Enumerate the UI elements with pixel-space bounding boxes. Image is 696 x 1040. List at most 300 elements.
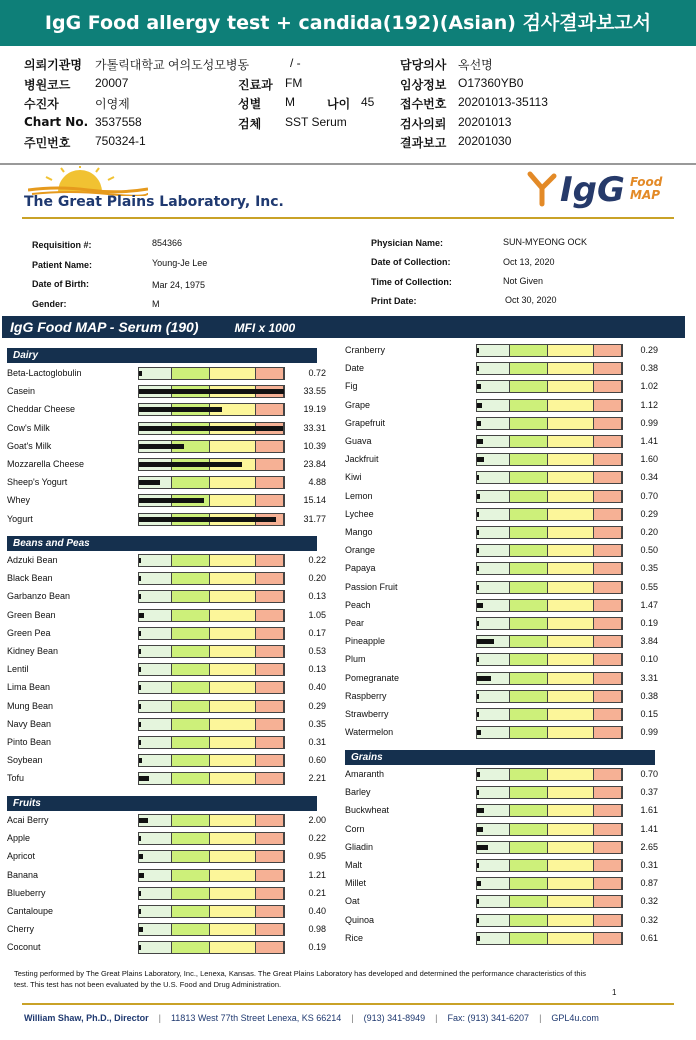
result-bar-fill [139, 873, 144, 878]
bar-zone [548, 381, 594, 392]
food-name: Quinoa [345, 914, 375, 925]
bar-zone [594, 933, 622, 944]
bar-zone [548, 842, 594, 853]
result-row [7, 474, 337, 492]
bar-zone [139, 924, 172, 935]
bar-zone [172, 646, 210, 657]
footer-director: William Shaw, Ph.D., Director [24, 1013, 149, 1023]
result-value: 0.72 [308, 368, 326, 378]
food-name: Kidney Bean [7, 646, 59, 656]
result-bar [138, 476, 285, 489]
bar-zone [548, 654, 594, 665]
food-name: Guava [345, 436, 372, 446]
result-row [345, 397, 675, 415]
food-name: Grape [345, 399, 371, 410]
result-value: 4.88 [308, 477, 326, 488]
result-row [7, 716, 337, 734]
bar-zone [210, 495, 256, 506]
kr-value: 이영제 [95, 97, 130, 111]
result-bar-fill [477, 899, 479, 904]
bar-zone [139, 591, 172, 602]
bar-zone [594, 363, 622, 374]
bar-zone [210, 833, 256, 844]
bar-zone [256, 815, 284, 826]
bar-zone [510, 345, 548, 356]
result-bar [138, 367, 285, 380]
food-name: Rice [345, 932, 364, 943]
result-row [7, 643, 337, 661]
result-bar-fill [477, 457, 484, 462]
bar-zone [548, 673, 594, 684]
requisition-value: 854366 [152, 238, 183, 248]
bar-zone [256, 610, 284, 621]
bar-zone [210, 646, 256, 657]
bar-zone [510, 878, 548, 889]
slash-mark: / - [290, 56, 301, 70]
bar-zone [172, 719, 210, 730]
bar-zone [510, 636, 548, 647]
bar-zone [548, 787, 594, 798]
bar-zone [594, 491, 622, 502]
bar-zone [210, 368, 256, 379]
bar-zone [594, 472, 622, 483]
result-value: 0.61 [640, 932, 658, 943]
bar-zone [548, 933, 594, 944]
result-row [7, 570, 337, 588]
result-bar [138, 494, 285, 507]
result-value: 0.99 [640, 727, 658, 738]
result-row [345, 670, 675, 688]
bar-zone [210, 477, 256, 488]
result-bar [138, 754, 285, 767]
bar-zone [510, 915, 548, 926]
bar-zone [510, 691, 548, 702]
result-bar [138, 718, 285, 731]
kr-value: 3537558 [95, 115, 142, 129]
bar-zone [510, 472, 548, 483]
category-header: Fruits [7, 796, 317, 811]
result-bar [138, 609, 285, 622]
bar-zone [256, 591, 284, 602]
bar-zone [548, 915, 594, 926]
result-bar [138, 385, 285, 398]
footer-web[interactable]: GPL4u.com [551, 1013, 599, 1023]
result-value: 0.20 [308, 573, 326, 584]
result-value: 1.61 [640, 805, 658, 816]
result-row [7, 420, 337, 438]
result-row [7, 511, 337, 529]
result-value: 0.13 [308, 664, 326, 675]
result-bar [138, 458, 285, 471]
result-bar-fill [139, 818, 148, 823]
result-bar [138, 440, 285, 453]
food-name: Millet [345, 878, 367, 889]
result-bar [476, 399, 623, 412]
result-value: 1.41 [640, 823, 658, 834]
bar-zone [510, 933, 548, 944]
food-name: Goat's Milk [7, 440, 52, 451]
result-row [345, 560, 675, 578]
result-bar-fill [139, 462, 242, 467]
result-value: 19.19 [303, 404, 326, 415]
result-value: 1.21 [308, 869, 326, 880]
result-bar [476, 708, 623, 721]
result-bar [138, 645, 285, 658]
result-bar [476, 690, 623, 703]
result-bar-fill [477, 439, 483, 444]
bar-zone [477, 582, 510, 593]
kr-label: 수진자 [24, 97, 59, 111]
bar-zone [510, 654, 548, 665]
kr-value: 20201013 [458, 115, 512, 129]
bar-zone [172, 906, 210, 917]
footer-address: 11813 West 77th Street Lenexa, KS 66214 [170, 1013, 342, 1023]
result-value: 0.10 [640, 654, 658, 665]
bar-zone [510, 618, 548, 629]
bar-zone [548, 582, 594, 593]
bar-zone [510, 600, 548, 611]
physician-value: SUN-MYEONG OCK [503, 237, 588, 247]
bar-zone [510, 400, 548, 411]
bar-zone [172, 851, 210, 862]
bar-zone [210, 815, 256, 826]
result-row [7, 588, 337, 606]
map-title: IgG Food MAP - Serum (190) [10, 319, 199, 335]
bar-zone [594, 769, 622, 780]
food-name: Navy Bean [7, 718, 52, 729]
result-bar [138, 814, 285, 827]
result-bar [138, 941, 285, 954]
result-value: 0.15 [640, 709, 658, 719]
result-bar-fill [477, 566, 479, 571]
bar-zone [477, 545, 510, 556]
result-row [345, 688, 675, 706]
bar-zone [256, 555, 284, 566]
bar-zone [139, 888, 172, 899]
result-value: 0.55 [640, 581, 658, 592]
footer-phone: (913) 341-8949 [363, 1013, 426, 1023]
result-value: 15.14 [303, 495, 326, 506]
header-separator [0, 163, 696, 165]
result-value: 0.95 [308, 851, 326, 862]
bar-zone [256, 737, 284, 748]
food-name: Mung Bean [7, 700, 54, 711]
bar-zone [256, 851, 284, 862]
sun-logo-icon [28, 166, 148, 196]
food-name: Lima Bean [7, 682, 51, 693]
bar-zone [548, 363, 594, 374]
bar-zone [594, 878, 622, 889]
bar-zone [210, 555, 256, 566]
bar-zone [139, 833, 172, 844]
bar-zone [510, 527, 548, 538]
bar-zone [510, 709, 548, 720]
result-bar-fill [477, 772, 480, 777]
category-header: Dairy [7, 348, 317, 363]
result-row [345, 724, 675, 742]
bar-zone [256, 906, 284, 917]
result-value: 33.31 [303, 422, 326, 433]
result-bar-fill [477, 639, 494, 644]
bar-zone [210, 906, 256, 917]
result-bar-fill [477, 384, 481, 389]
food-name: Pineapple [345, 636, 386, 647]
bar-zone [594, 842, 622, 853]
gender-label: Gender: [32, 299, 67, 309]
result-row [345, 506, 675, 524]
result-bar [138, 869, 285, 882]
kr-value: 45 [361, 95, 375, 109]
result-bar-fill [477, 512, 479, 517]
bar-zone [256, 459, 284, 470]
bar-zone [477, 709, 510, 720]
result-row [345, 893, 675, 911]
bar-zone [210, 870, 256, 881]
bar-zone [594, 527, 622, 538]
result-value: 0.19 [640, 618, 658, 628]
physician-label: Physician Name: [371, 238, 444, 248]
bar-zone [510, 727, 548, 738]
result-row [345, 821, 675, 839]
result-bar [138, 772, 285, 785]
result-bar-fill [477, 657, 479, 662]
food-name: Mozzarella Cheese [7, 459, 85, 469]
result-value: 2.21 [308, 773, 326, 784]
result-row [345, 784, 675, 802]
bar-zone [510, 673, 548, 684]
map-title-bar [2, 316, 685, 338]
result-row [7, 830, 337, 848]
bar-zone [256, 573, 284, 584]
bar-zone [477, 418, 510, 429]
result-value: 1.60 [640, 454, 658, 465]
result-value: 0.50 [640, 545, 658, 556]
igg-logo-map: MAP [630, 188, 661, 202]
result-row [345, 651, 675, 669]
bar-zone [139, 755, 172, 766]
kr-value: FM [285, 76, 303, 90]
food-name: Whey [7, 495, 31, 506]
bar-zone [594, 436, 622, 447]
food-name: Lychee [345, 508, 374, 519]
food-name: Cheddar Cheese [7, 404, 76, 415]
result-bar-fill [477, 694, 479, 699]
dob-value: Mar 24, 1975 [152, 280, 206, 290]
food-name: Date [345, 363, 365, 374]
result-bar [138, 832, 285, 845]
bar-zone [477, 915, 510, 926]
result-bar-fill [477, 421, 481, 426]
bar-zone [139, 664, 172, 675]
result-row [7, 812, 337, 830]
food-name: Acai Berry [7, 815, 49, 825]
bar-zone [510, 563, 548, 574]
bar-zone [548, 878, 594, 889]
collection-time-label: Time of Collection: [371, 277, 452, 287]
gender-value: M [152, 299, 160, 309]
bar-zone [548, 491, 594, 502]
bar-zone [172, 833, 210, 844]
result-bar [476, 435, 623, 448]
bar-zone [510, 381, 548, 392]
bar-zone [210, 942, 256, 953]
result-bar-fill [139, 613, 144, 618]
bar-zone [256, 942, 284, 953]
bar-zone [548, 527, 594, 538]
footer-divider [22, 1003, 674, 1005]
result-value: 2.00 [308, 815, 326, 825]
result-value: 0.32 [640, 914, 658, 925]
result-bar-fill [139, 517, 276, 522]
food-name: Sheep's Yogurt [7, 477, 68, 488]
result-bar [138, 681, 285, 694]
bar-zone [477, 896, 510, 907]
result-row [7, 698, 337, 716]
result-bar-fill [477, 808, 484, 813]
bar-zone [210, 610, 256, 621]
bar-zone [510, 769, 548, 780]
print-date-value: Oct 30, 2020 [505, 295, 557, 305]
bar-zone [172, 573, 210, 584]
bar-zone [210, 701, 256, 712]
result-bar-fill [139, 927, 143, 932]
igg-logo-sub [630, 176, 662, 202]
result-row [345, 839, 675, 857]
food-name: Pomegranate [345, 672, 400, 683]
bar-zone [172, 773, 210, 784]
result-row [345, 597, 675, 615]
result-bar-fill [139, 722, 141, 727]
bar-zone [477, 345, 510, 356]
kr-label: 나이 [327, 97, 351, 111]
bar-zone [172, 610, 210, 621]
result-bar [138, 422, 285, 435]
result-row [7, 365, 337, 383]
igg-logo-food: Food [630, 175, 663, 189]
bar-zone [477, 618, 510, 629]
result-bar [476, 786, 623, 799]
food-name: Watermelon [345, 727, 394, 738]
food-name: Adzuki Bean [7, 555, 58, 565]
result-bar-fill [477, 403, 482, 408]
bar-zone [510, 805, 548, 816]
result-value: 1.02 [640, 381, 658, 392]
result-bar [476, 544, 623, 557]
bar-zone [172, 368, 210, 379]
bar-zone [548, 618, 594, 629]
food-name: Garbanzo Bean [7, 591, 71, 602]
result-row [7, 661, 337, 679]
bar-zone [172, 924, 210, 935]
result-value: 0.31 [308, 737, 326, 747]
disclaimer: Testing performed by The Great Plains Laboratory, Inc., Lenexa, Kansas. The Great Plains Laboratory has developed and determined the performance characteristics of this test. This test has not been evaluated by the U.S. Food and Drug Administration. [14, 969, 586, 989]
result-bar-fill [139, 480, 160, 485]
result-value: 0.37 [640, 787, 658, 798]
bar-zone [510, 896, 548, 907]
result-bar [476, 471, 623, 484]
result-bar-fill [477, 348, 479, 353]
bar-zone [594, 787, 622, 798]
footer: William Shaw, Ph.D., Director | 11813 West 77th Street Lenexa, KS 66214 | (913) 341-8949 | Fax: (913) 341-6207 | GPL4u.com [24, 1013, 599, 1023]
bar-zone [256, 924, 284, 935]
kr-value: 20007 [95, 76, 129, 90]
result-value: 3.31 [640, 672, 658, 683]
bar-zone [510, 787, 548, 798]
bar-zone [594, 727, 622, 738]
bar-zone [594, 582, 622, 593]
result-row [7, 921, 337, 939]
bar-zone [256, 664, 284, 675]
bar-zone [139, 628, 172, 639]
result-bar [138, 736, 285, 749]
result-bar [138, 513, 285, 526]
result-row [7, 456, 337, 474]
bar-zone [139, 737, 172, 748]
result-bar [476, 344, 623, 357]
map-units: MFI x 1000 [234, 321, 296, 335]
result-value: 0.29 [308, 700, 326, 711]
bar-zone [548, 418, 594, 429]
bar-zone [594, 691, 622, 702]
bar-zone [172, 888, 210, 899]
bar-zone [510, 860, 548, 871]
result-row [7, 939, 337, 957]
bar-zone [256, 477, 284, 488]
bar-zone [256, 441, 284, 452]
result-row [345, 415, 675, 433]
kr-label: 접수번호 [400, 97, 447, 111]
result-bar [476, 508, 623, 521]
result-row [345, 378, 675, 396]
result-bar-fill [477, 730, 481, 735]
kr-value: 20201030 [458, 134, 512, 148]
bar-zone [477, 563, 510, 574]
bar-zone [210, 851, 256, 862]
result-value: 0.22 [308, 555, 326, 565]
result-bar-fill [139, 667, 141, 672]
result-value: 0.29 [640, 345, 658, 355]
bar-zone [477, 509, 510, 520]
kr-label: 주민번호 [24, 136, 71, 150]
result-bar-fill [477, 475, 479, 480]
bar-zone [510, 436, 548, 447]
food-name: Tofu [7, 773, 25, 784]
food-name: Cantaloupe [7, 906, 54, 916]
bar-zone [139, 719, 172, 730]
result-bar-fill [139, 740, 141, 745]
kr-value: 가톨릭대학교 여의도성모병동 [95, 58, 250, 72]
food-name: Yogurt [7, 513, 33, 524]
bar-zone [594, 805, 622, 816]
result-row [345, 451, 675, 469]
bar-zone [510, 842, 548, 853]
bar-zone [548, 345, 594, 356]
food-name: Gliadin [345, 841, 374, 852]
kr-value: 20201013-35113 [458, 95, 548, 109]
food-name: Barley [345, 787, 371, 798]
bar-zone [210, 737, 256, 748]
result-bar-fill [139, 576, 141, 581]
food-name: Pinto Bean [7, 737, 52, 747]
food-name: Green Bean [7, 609, 56, 620]
result-bar-fill [139, 776, 149, 781]
result-row [345, 615, 675, 633]
bar-zone [210, 441, 256, 452]
bar-zone [210, 773, 256, 784]
result-bar [138, 887, 285, 900]
kr-label: 진료과 [238, 78, 273, 92]
result-value: 1.05 [308, 609, 326, 620]
